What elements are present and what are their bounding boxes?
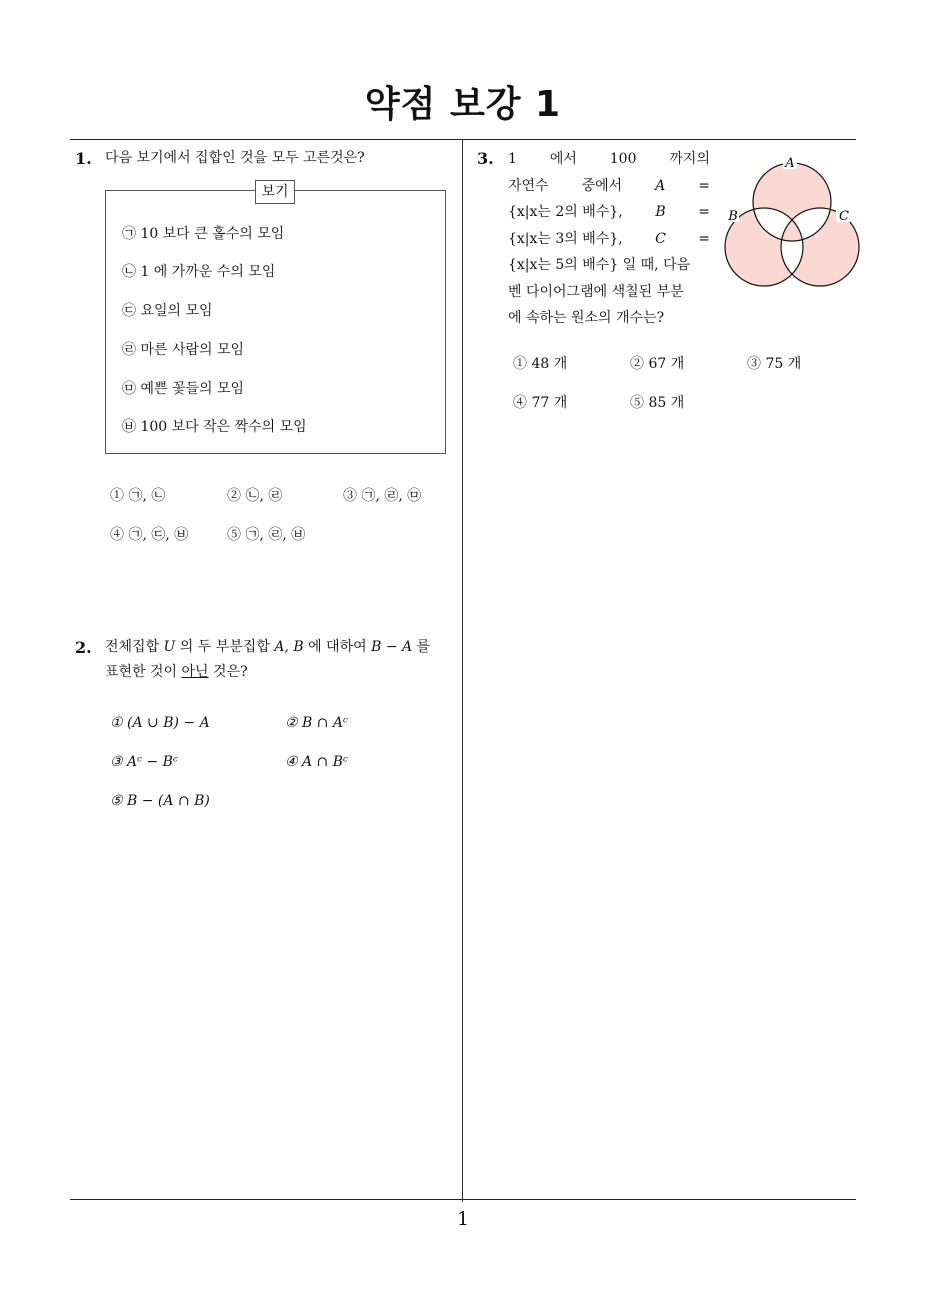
column-divider xyxy=(462,140,463,1202)
bogi-item-6: ㉥ 100 보다 작은 짝수의 모임 xyxy=(122,419,307,435)
q3-var-c: C xyxy=(655,230,666,247)
q3-line-2 xyxy=(508,173,710,200)
q3-line-1 xyxy=(508,146,710,173)
q2-text-part: 를 xyxy=(412,639,431,655)
q2-text-part: 전체집합 xyxy=(105,639,164,655)
q2-number: 2. xyxy=(75,638,92,657)
q3-word: 중에서 xyxy=(581,177,623,194)
bogi-item-5: ㉤ 예쁜 꽃들의 모임 xyxy=(122,381,245,397)
q3-choice-4[interactable]: ④ 77 개 xyxy=(513,395,568,411)
q3-line-6 xyxy=(508,279,710,306)
q3-choice-2[interactable]: ② 67 개 xyxy=(630,356,685,372)
q3-var-b: B xyxy=(655,204,666,220)
q3-word: 에 속하는 원소의 개수는? xyxy=(508,310,665,326)
q3-text xyxy=(508,146,710,332)
q3-number: 3. xyxy=(477,149,494,168)
page-title: 약점 보강 1 xyxy=(364,84,562,125)
q1-choice-2[interactable]: ② ㉡, ㉣ xyxy=(227,488,283,504)
q2-choice-2[interactable]: ② B ∩ Aᶜ xyxy=(285,715,348,731)
bogi-item-4: ㉣ 마른 사람의 모임 xyxy=(122,342,245,358)
bogi-item-2: ㉡ 1 에 가까운 수의 모임 xyxy=(122,264,276,280)
q1-choice-3[interactable]: ③ ㉠, ㉣, ㉤ xyxy=(343,488,422,504)
q3-word: 자연수 xyxy=(508,177,549,194)
q1-text: 다음 보기에서 집합인 것을 모두 고른것은? xyxy=(105,150,365,166)
q2-choice-5[interactable]: ⑤ B − (A ∩ B) xyxy=(110,793,210,809)
venn-label-b: B xyxy=(728,209,738,224)
q2-line-2 xyxy=(105,660,457,685)
q3-word: 벤 다이어그램에 색칠된 부분 xyxy=(508,283,684,300)
page-number: 1 xyxy=(456,1208,470,1230)
q2-text-part: 것은? xyxy=(208,664,248,680)
venn-label-a: A xyxy=(785,156,795,171)
venn-diagram xyxy=(722,150,862,292)
q1-choice-5[interactable]: ⑤ ㉠, ㉣, ㉥ xyxy=(227,527,306,543)
q3-choice-5[interactable]: ⑤ 85 개 xyxy=(630,395,685,411)
q3-word: 까지의 xyxy=(669,151,710,167)
q3-var-a: A xyxy=(655,177,666,194)
bogi-item-3: ㉢ 요일의 모임 xyxy=(122,303,213,319)
q3-set-c: {x|x는 5의 배수} 일 때, 다음 xyxy=(508,257,691,273)
footer-rule xyxy=(70,1199,856,1200)
q3-choice-1[interactable]: ① 48 개 xyxy=(513,356,568,372)
q3-line-4 xyxy=(508,226,710,253)
q3-line-5 xyxy=(508,252,710,279)
q2-expr: B − A xyxy=(371,639,413,655)
q3-line-7 xyxy=(508,305,710,332)
q3-set-b: {x|x는 3의 배수}, xyxy=(508,230,623,247)
q2-underlined-word: 아닌 xyxy=(181,664,209,680)
q1-choice-4[interactable]: ④ ㉠, ㉢, ㉥ xyxy=(110,527,189,543)
q2-text-part: 표현한 것이 xyxy=(105,664,182,680)
q2-var-u: U xyxy=(163,639,176,655)
bogi-label: 보기 xyxy=(255,180,295,204)
header-rule xyxy=(70,139,856,140)
q3-set-a: {x|x는 2의 배수}, xyxy=(508,204,623,220)
q3-word: 에서 xyxy=(549,151,577,167)
q3-word: = xyxy=(698,204,710,220)
q1-number: 1. xyxy=(75,149,92,168)
q3-line-3 xyxy=(508,199,710,226)
q2-choice-3[interactable]: ③ Aᶜ − Bᶜ xyxy=(110,754,178,770)
q3-word: 100 xyxy=(609,151,637,167)
q2-text xyxy=(105,635,457,685)
q3-word: 1 xyxy=(508,151,517,167)
venn-label-c: C xyxy=(839,209,849,224)
q2-choice-1[interactable]: ① (A ∪ B) − A xyxy=(110,715,210,731)
q3-word: = xyxy=(698,230,710,247)
q2-line-1 xyxy=(105,635,457,660)
q3-word: = xyxy=(698,177,710,194)
q3-choice-3[interactable]: ③ 75 개 xyxy=(747,356,802,372)
q1-choice-1[interactable]: ① ㉠, ㉡ xyxy=(110,488,166,504)
q2-var-ab: A, B xyxy=(274,639,304,655)
q2-text-part: 에 대하여 xyxy=(303,639,372,655)
q2-text-part: 의 두 부분집합 xyxy=(175,639,275,655)
q2-choice-4[interactable]: ④ A ∩ Bᶜ xyxy=(285,754,348,770)
bogi-item-1: ㉠ 10 보다 큰 홀수의 모임 xyxy=(122,226,285,242)
